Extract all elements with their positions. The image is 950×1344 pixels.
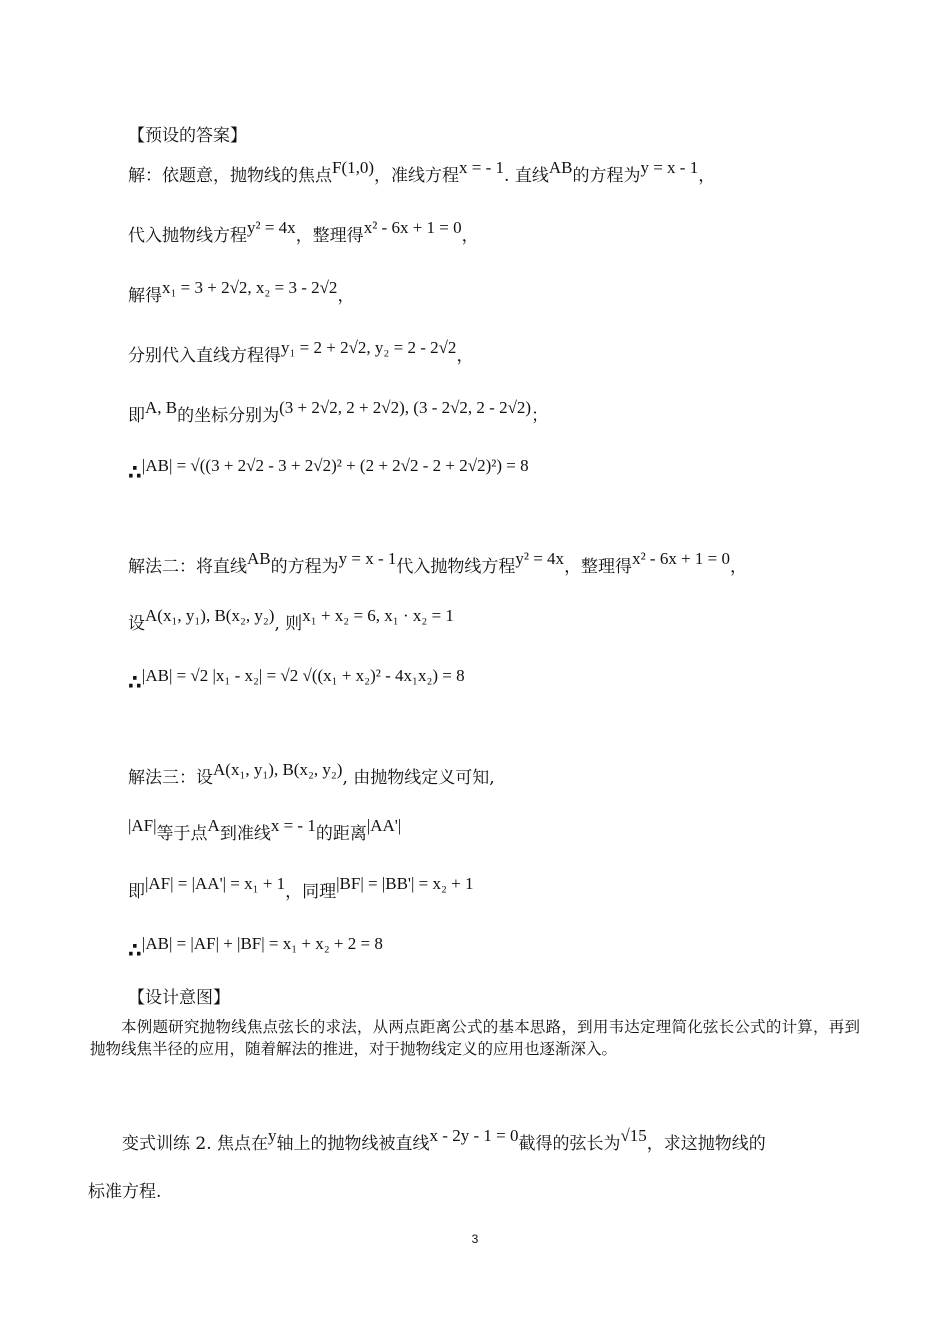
line-eq: y = x - 1 (338, 549, 397, 568)
chord-length-formula: |AB| = √((3 + 2√2 - 3 + 2√2)² + (2 + 2√2 - 2 + 2√2)²) = 8 (141, 456, 529, 475)
quadratic-eq: x² - 6x + 1 = 0 (632, 549, 730, 568)
solution3-line3: 即|AF| = |AA'| = x₁ + 1，同理|BF| = |BB'| = x₂ + 1 (128, 874, 474, 902)
line-eq: x - 2y - 1 = 0 (429, 1126, 519, 1145)
therefore-symbol: ∴ (128, 670, 142, 694)
solution2-line1: 解法二：将直线AB的方程为y = x - 1代入抛物线方程y² = 4x，整理得x² - 6x + 1 = 0， (128, 549, 747, 577)
solution1-line2: 代入抛物线方程y² = 4x，整理得x² - 6x + 1 = 0， (128, 218, 479, 246)
x-roots: x₁ = 3 + 2√2, x₂ = 3 - 2√2 (162, 278, 338, 297)
af-focal-radius: |AF| = |AA'| = x₁ + 1 (145, 874, 286, 893)
chord-length-formula: |AB| = √2 |x₁ - x₂| = √2 √((x₁ + x₂)² - 4x₁x₂) = 8 (141, 666, 465, 685)
coordinates: (3 + 2√2, 2 + 2√2), (3 - 2√2, 2 - 2√2) (279, 398, 532, 417)
af-length: |AF| (128, 816, 157, 835)
variant-line2: 标准方程. (88, 1182, 162, 1202)
solution3-line4 (128, 934, 383, 964)
solution1-line5: 即A, B的坐标分别为(3 + 2√2, 2 + 2√2), (3 - 2√2, 2 - 2√2)； (128, 398, 549, 426)
solution3-line1: 解法三：设A(x₁, y₁), B(x₂, y₂), 由抛物线定义可知, (128, 760, 495, 788)
points-ab: A, B (145, 398, 178, 417)
directrix-eq: x = - 1 (459, 158, 505, 177)
preset-answer-heading: 【预设的答案】 (128, 126, 247, 146)
bf-focal-radius: |BF| = |BB'| = x₂ + 1 (336, 874, 474, 893)
aa-prime-length: |AA'| (366, 816, 402, 835)
parabola-eq: y² = 4x (515, 549, 565, 568)
directrix-eq: x = - 1 (270, 816, 316, 835)
focus-point: F(1,0) (332, 158, 375, 177)
design-intent-heading: 【设计意图】 (128, 988, 230, 1008)
line-name: AB (548, 158, 573, 177)
axis-var: y (268, 1126, 277, 1145)
points-def: A(x₁, y₁), B(x₂, y₂) (145, 606, 275, 625)
chord-length-formula: |AB| = |AF| + |BF| = x₁ + x₂ + 2 = 8 (141, 934, 383, 953)
variant-line1: 变式训练 2. 焦点在y轴上的抛物线被直线x - 2y - 1 = 0截得的弦长为√15，求这抛物线的 (122, 1126, 766, 1154)
design-intent-paragraph: 本例题研究抛物线焦点弦长的求法，从两点距离公式的基本思路，到用韦达定理简化弦长公式的计算，再到抛物线焦半径的应用，随着解法的推进，对于抛物线定义的应用也逐渐深入。 (90, 1018, 860, 1058)
page-number: 3 (471, 1232, 479, 1246)
points-def: A(x₁, y₁), B(x₂, y₂) (213, 760, 343, 779)
therefore-symbol: ∴ (128, 460, 142, 484)
line-name: AB (247, 549, 271, 568)
solution1-line3: 解得x₁ = 3 + 2√2, x₂ = 3 - 2√2， (128, 278, 355, 306)
line-eq: y = x - 1 (640, 158, 699, 177)
therefore-symbol: ∴ (128, 938, 142, 962)
solution1-line6 (128, 456, 529, 486)
y-values: y₁ = 2 + 2√2, y₂ = 2 - 2√2 (281, 338, 457, 357)
solution2-line3 (128, 666, 465, 696)
quadratic-eq: x² - 6x + 1 = 0 (363, 218, 462, 237)
solution1-line1: 解：依题意，抛物线的焦点F(1,0)，准线方程x = - 1. 直线AB的方程为y = x - 1， (128, 158, 716, 186)
solution3-line2: |AF|等于点A到准线x = - 1的距离|AA'| (128, 816, 402, 844)
vieta-relations: x₁ + x₂ = 6, x₁ · x₂ = 1 (302, 606, 454, 625)
solution2-line2: 设A(x₁, y₁), B(x₂, y₂), 则x₁ + x₂ = 6, x₁ · x₂ = 1 (128, 606, 454, 634)
point-a: A (207, 816, 220, 835)
chord-length-value: √15 (620, 1126, 647, 1145)
parabola-eq: y² = 4x (247, 218, 296, 237)
solution1-line4: 分别代入直线方程得y₁ = 2 + 2√2, y₂ = 2 - 2√2， (128, 338, 474, 366)
